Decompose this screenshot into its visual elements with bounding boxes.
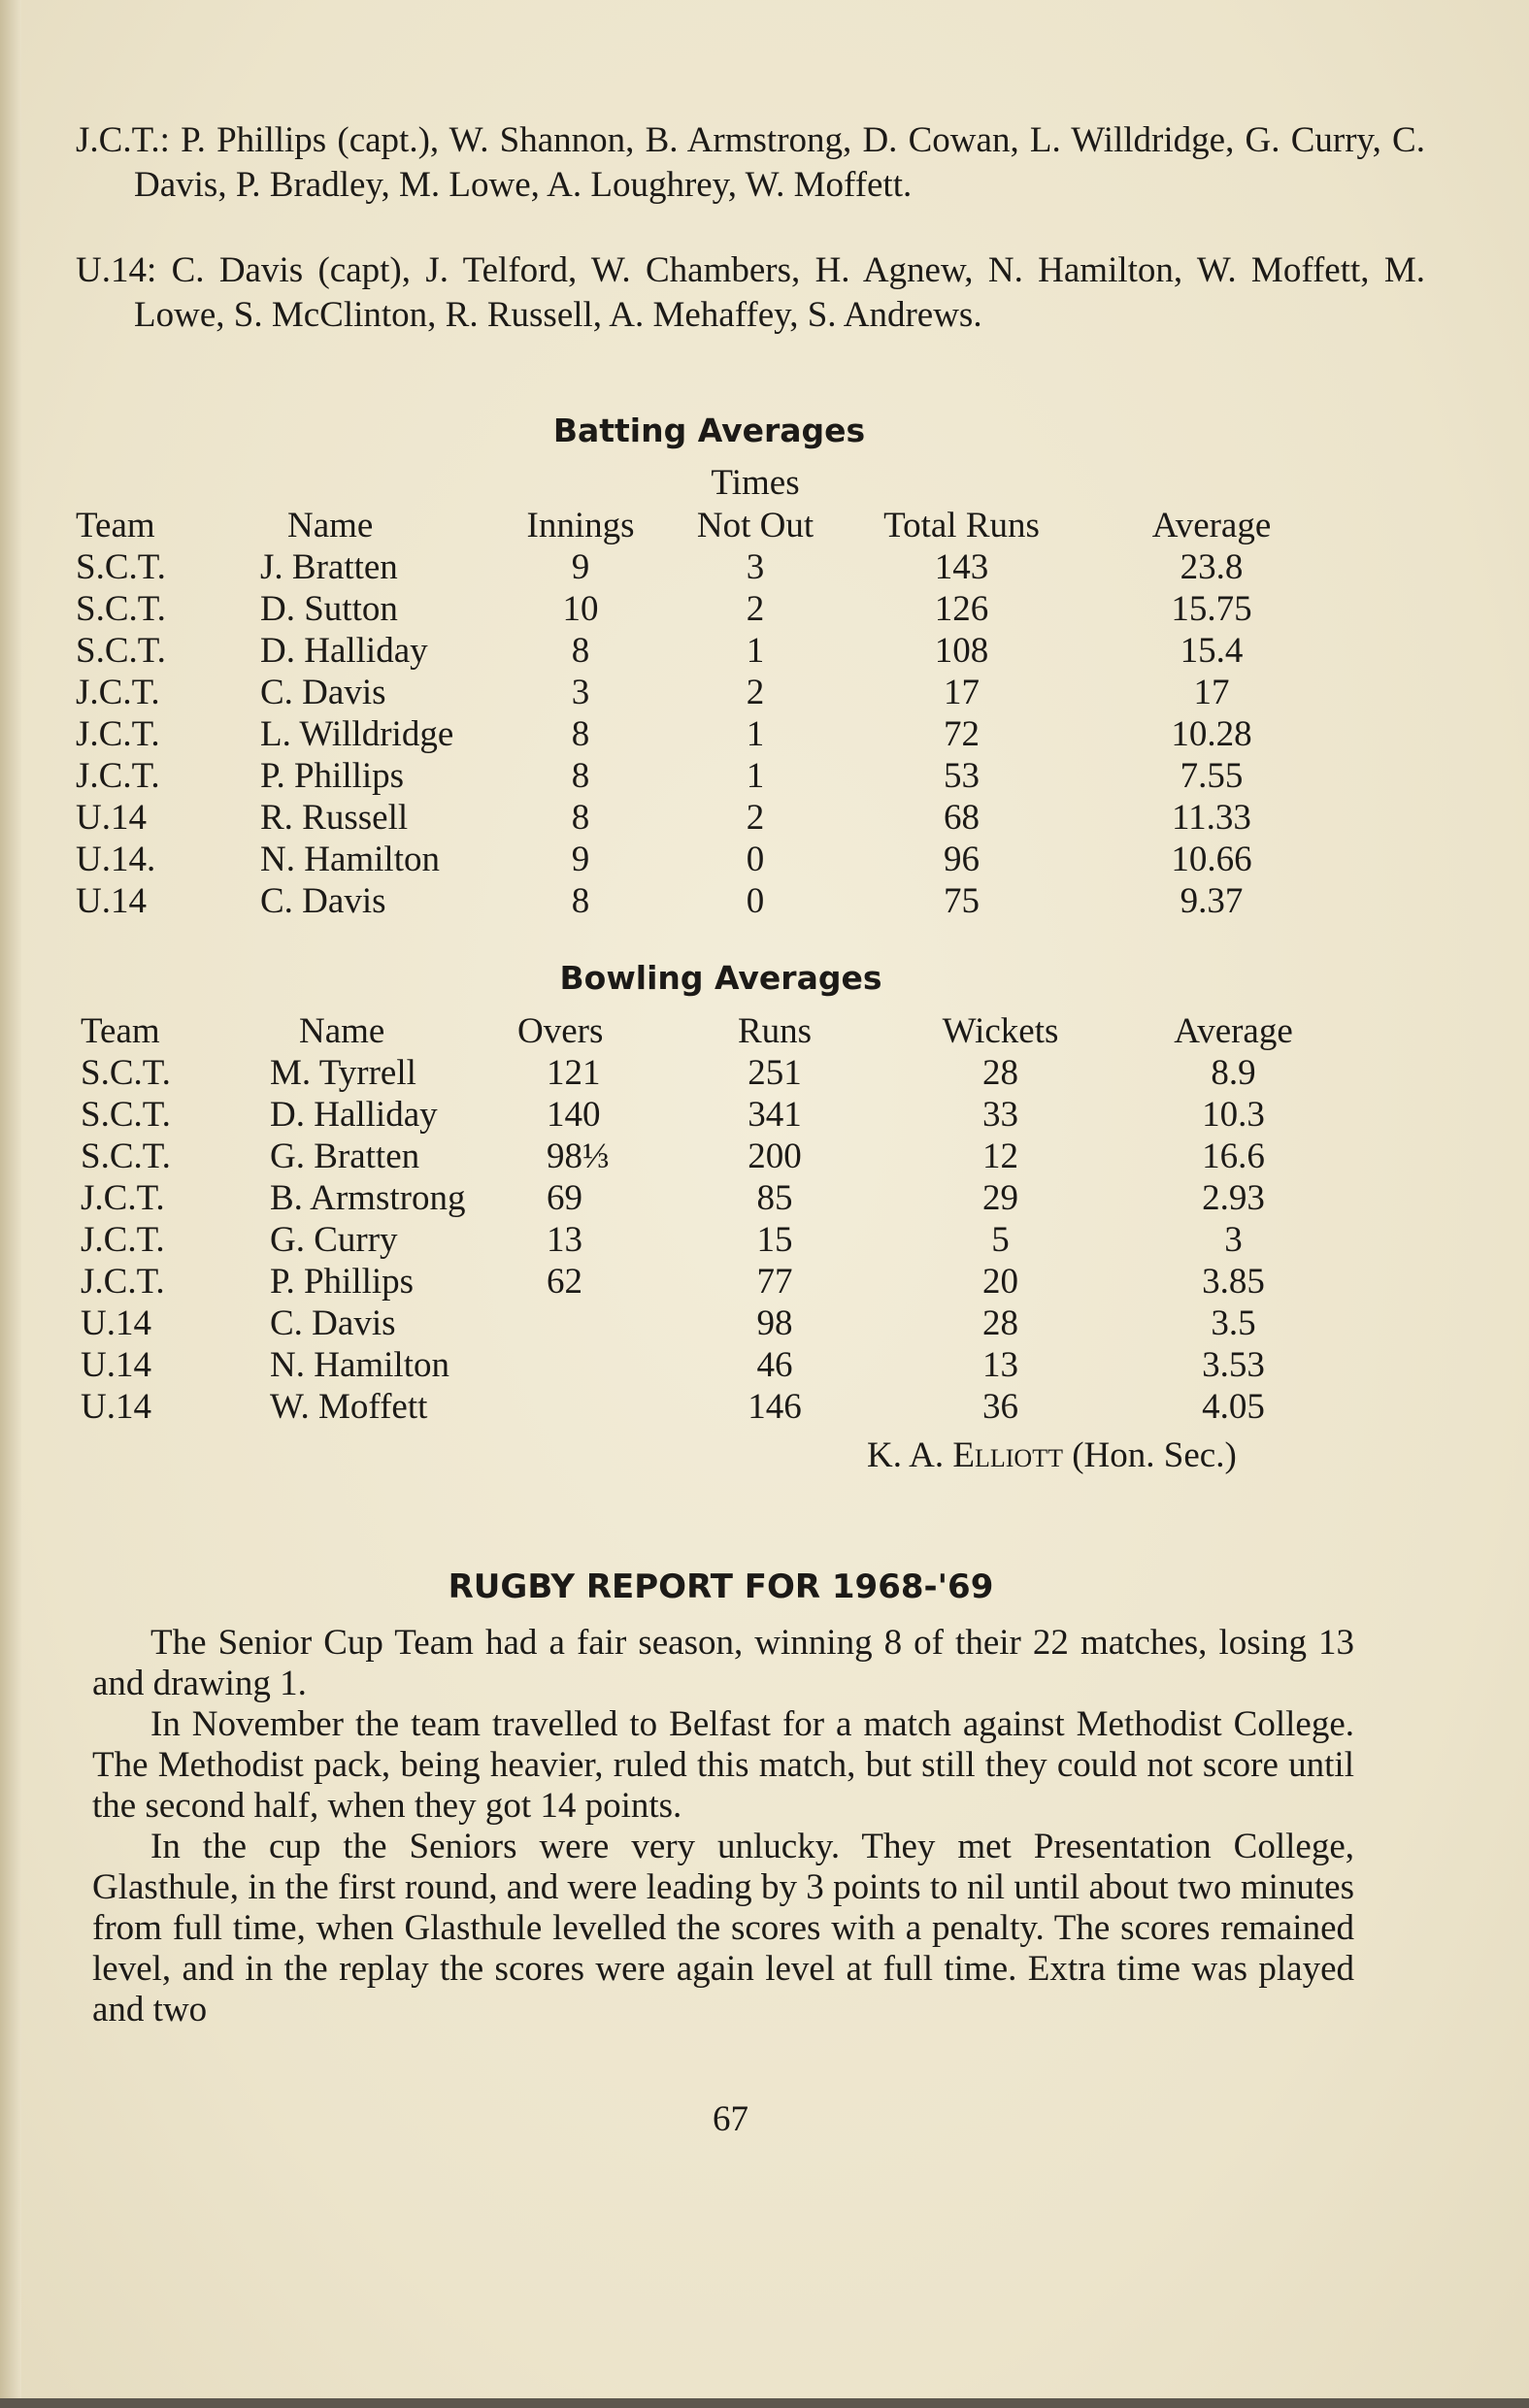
rugby-report-title: RUGBY REPORT FOR 1968-'69 xyxy=(448,1567,994,1606)
cell-runs: 15 xyxy=(756,1220,793,1260)
lineup-u14 xyxy=(76,248,1425,338)
cell-name: D. Sutton xyxy=(260,589,398,629)
cell-team: J.C.T. xyxy=(81,1262,165,1302)
cell-average: 10.3 xyxy=(1202,1095,1265,1135)
cell-name: M. Tyrrell xyxy=(270,1053,416,1093)
cell-overs xyxy=(517,1303,663,1344)
table-row xyxy=(81,1177,1352,1219)
cell-name: C. Davis xyxy=(260,881,386,921)
table-row xyxy=(81,1052,1352,1094)
table-row xyxy=(76,588,1352,630)
cell-not-out: 2 xyxy=(746,798,765,838)
cell-name: G. Bratten xyxy=(270,1137,420,1176)
cell-overs: 140 xyxy=(547,1095,601,1135)
cell-team: J.C.T. xyxy=(81,1220,165,1260)
table-row xyxy=(81,1344,1352,1386)
cell-runs: 75 xyxy=(944,881,980,921)
cell-team: S.C.T. xyxy=(76,547,166,587)
cell-team: U.14 xyxy=(76,881,147,921)
signature xyxy=(867,1435,1237,1476)
cell-average: 15.4 xyxy=(1180,631,1244,671)
cell-not-out: 0 xyxy=(746,840,765,879)
col-header-wickets: Wickets xyxy=(942,1010,1059,1051)
cell-innings: 8 xyxy=(571,881,590,921)
col-header-times: Times xyxy=(711,462,800,503)
batting-title: Batting Averages xyxy=(552,412,866,449)
cell-innings: 8 xyxy=(571,756,590,796)
cell-innings: 8 xyxy=(571,798,590,838)
cell-runs: 108 xyxy=(934,631,989,671)
batting-rows xyxy=(76,546,1352,922)
cell-name: R. Russell xyxy=(260,798,409,838)
table-row xyxy=(76,713,1352,755)
cell-overs: 121 xyxy=(547,1053,601,1093)
cell-average: 7.55 xyxy=(1180,756,1244,796)
cell-team: J.C.T. xyxy=(76,714,160,754)
table-row xyxy=(81,1219,1352,1261)
cell-team: U.14 xyxy=(81,1387,151,1427)
cell-average: 3.85 xyxy=(1202,1262,1265,1302)
cell-overs: 98⅓ xyxy=(547,1137,610,1176)
cell-average: 3.5 xyxy=(1211,1303,1256,1343)
cell-team: S.C.T. xyxy=(76,631,166,671)
bowling-table xyxy=(81,1009,1352,1428)
cell-name: G. Curry xyxy=(270,1220,398,1260)
lineup-label: J.C.T.: xyxy=(76,120,170,160)
cell-not-out: 0 xyxy=(746,881,765,921)
report-paragraph: The Senior Cup Team had a fair season, winning 8 of their 22 matches, losing 13 and drawing 1. xyxy=(92,1623,1354,1703)
cell-average: 2.93 xyxy=(1202,1178,1265,1218)
cell-runs: 17 xyxy=(944,673,980,712)
table-row xyxy=(81,1386,1352,1428)
cell-team: U.14 xyxy=(76,798,147,838)
bowling-rows xyxy=(81,1052,1352,1428)
cell-average: 15.75 xyxy=(1171,589,1252,629)
cell-overs: 62 xyxy=(547,1262,582,1302)
cell-runs: 96 xyxy=(944,840,980,879)
page-edge-shadow xyxy=(0,0,21,2408)
cell-team: U.14. xyxy=(76,840,156,879)
cell-runs: 146 xyxy=(748,1387,802,1427)
cell-team: J.C.T. xyxy=(76,673,160,712)
cell-average: 10.28 xyxy=(1171,714,1252,754)
cell-team: U.14 xyxy=(81,1345,151,1385)
cell-overs: 69 xyxy=(547,1178,582,1218)
cell-average: 17 xyxy=(1193,673,1230,712)
cell-average: 16.6 xyxy=(1202,1137,1265,1176)
cell-team: S.C.T. xyxy=(76,589,166,629)
table-row xyxy=(76,797,1352,839)
cell-name: L. Willdridge xyxy=(260,714,454,754)
col-header-name: Name xyxy=(299,1010,385,1051)
col-header-name: Name xyxy=(287,505,374,545)
cell-average: 3.53 xyxy=(1202,1345,1265,1385)
table-row xyxy=(76,755,1352,797)
cell-team: J.C.T. xyxy=(81,1178,165,1218)
report-paragraph: In the cup the Seniors were very unlucky. They met Presentation College, Glasthule, in the first round, and were leading by 3 points to nil until about two minutes from full time, when Glasthule levelled the scores with a penalty. The scores remained level, and in the replay the scores were again level at full time. Extra time was played and two xyxy=(92,1827,1354,2029)
report-paragraph: In November the team travelled to Belfast for a match against Methodist College. The Methodist pack, being heavier, ruled this match, but still they could not score until the second half, when they got 14 points. xyxy=(92,1704,1354,1826)
cell-runs: 200 xyxy=(748,1137,802,1176)
cell-name: J. Bratten xyxy=(260,547,398,587)
table-row xyxy=(81,1303,1352,1344)
cell-average: 4.05 xyxy=(1202,1387,1265,1427)
cell-average: 8.9 xyxy=(1211,1053,1256,1093)
cell-average: 11.33 xyxy=(1172,798,1251,838)
cell-name: B. Armstrong xyxy=(270,1178,466,1218)
col-header-average: Average xyxy=(1151,505,1272,545)
table-row xyxy=(76,630,1352,672)
cell-not-out: 2 xyxy=(746,589,765,629)
cell-wickets: 12 xyxy=(982,1137,1018,1176)
lineup-text: P. Phillips (capt.), W. Shannon, B. Armstrong, D. Cowan, L. Willdridge, G. Curry, C. Davis, P. Bradley, M. Lowe, A. Loughrey, W. Moffett. xyxy=(134,120,1425,205)
batting-table xyxy=(76,461,1352,922)
cell-team: U.14 xyxy=(81,1303,151,1343)
cell-runs: 98 xyxy=(756,1303,793,1343)
col-header-overs: Overs xyxy=(517,1010,604,1051)
col-header-not-out: Not Out xyxy=(696,505,814,545)
col-header-innings: Innings xyxy=(526,505,635,545)
cell-runs: 77 xyxy=(756,1262,793,1302)
rugby-report-body xyxy=(92,1623,1354,2030)
table-row xyxy=(76,672,1352,713)
cell-runs: 85 xyxy=(756,1178,793,1218)
cell-innings: 10 xyxy=(562,589,599,629)
cell-average: 3 xyxy=(1224,1220,1243,1260)
col-header-total-runs: Total Runs xyxy=(883,505,1040,545)
cell-name: P. Phillips xyxy=(270,1262,415,1302)
col-header-team: Team xyxy=(76,505,155,545)
table-row xyxy=(76,880,1352,922)
col-header-runs: Runs xyxy=(737,1010,813,1051)
cell-name: N. Hamilton xyxy=(260,840,440,879)
table-row xyxy=(76,546,1352,588)
cell-not-out: 1 xyxy=(746,631,765,671)
cell-average: 9.37 xyxy=(1180,881,1244,921)
cell-innings: 9 xyxy=(571,547,590,587)
cell-runs: 126 xyxy=(934,589,989,629)
page-number: 67 xyxy=(713,2099,748,2139)
table-row xyxy=(81,1094,1352,1136)
cell-team: S.C.T. xyxy=(81,1137,171,1176)
cell-wickets: 20 xyxy=(982,1262,1018,1302)
cell-average: 23.8 xyxy=(1180,547,1244,587)
cell-overs: 13 xyxy=(547,1220,582,1260)
cell-name: D. Halliday xyxy=(260,631,428,671)
cell-team: S.C.T. xyxy=(81,1095,171,1135)
cell-not-out: 3 xyxy=(746,547,765,587)
cell-runs: 46 xyxy=(756,1345,793,1385)
bowling-title: Bowling Averages xyxy=(559,959,882,997)
cell-not-out: 1 xyxy=(746,756,765,796)
table-row xyxy=(81,1136,1352,1177)
signature-surname: Elliott xyxy=(952,1435,1063,1475)
cell-innings: 8 xyxy=(571,714,590,754)
lineup-text: C. Davis (capt), J. Telford, W. Chambers, H. Agnew, N. Hamilton, W. Moffett, M. Lowe, S. McClinton, R. Russell, A. Mehaffey, S. Andrews. xyxy=(134,250,1425,335)
signature-initials: K. A. xyxy=(867,1435,945,1475)
cell-runs: 341 xyxy=(748,1095,802,1135)
cell-name: C. Davis xyxy=(260,673,386,712)
cell-wickets: 29 xyxy=(982,1178,1018,1218)
lineup-jct xyxy=(76,118,1425,208)
cell-overs xyxy=(517,1344,663,1386)
cell-wickets: 33 xyxy=(982,1095,1018,1135)
cell-team: J.C.T. xyxy=(76,756,160,796)
col-header-average: Average xyxy=(1174,1010,1293,1051)
cell-runs: 68 xyxy=(944,798,980,838)
cell-wickets: 13 xyxy=(982,1345,1018,1385)
cell-wickets: 28 xyxy=(982,1303,1018,1343)
table-row xyxy=(81,1261,1352,1303)
cell-average: 10.66 xyxy=(1171,840,1252,879)
table-row xyxy=(76,839,1352,880)
cell-name: P. Phillips xyxy=(260,756,405,796)
page-bottom-edge xyxy=(0,2398,1529,2408)
cell-name: D. Halliday xyxy=(270,1095,438,1135)
cell-wickets: 5 xyxy=(991,1220,1010,1260)
cell-innings: 3 xyxy=(571,673,590,712)
cell-team: S.C.T. xyxy=(81,1053,171,1093)
signature-role: (Hon. Sec.) xyxy=(1072,1435,1237,1475)
cell-name: W. Moffett xyxy=(270,1387,428,1427)
cell-name: N. Hamilton xyxy=(270,1345,449,1385)
cell-runs: 53 xyxy=(944,756,980,796)
lineup-label: U.14: xyxy=(76,250,157,290)
cell-name: C. Davis xyxy=(270,1303,396,1343)
cell-runs: 251 xyxy=(748,1053,802,1093)
cell-wickets: 28 xyxy=(982,1053,1018,1093)
col-header-team: Team xyxy=(81,1010,160,1051)
cell-runs: 72 xyxy=(944,714,980,754)
cell-innings: 8 xyxy=(571,631,590,671)
cell-not-out: 1 xyxy=(746,714,765,754)
cell-runs: 143 xyxy=(934,547,989,587)
cell-innings: 9 xyxy=(571,840,590,879)
cell-overs xyxy=(517,1386,663,1428)
cell-wickets: 36 xyxy=(982,1387,1018,1427)
cell-not-out: 2 xyxy=(746,673,765,712)
